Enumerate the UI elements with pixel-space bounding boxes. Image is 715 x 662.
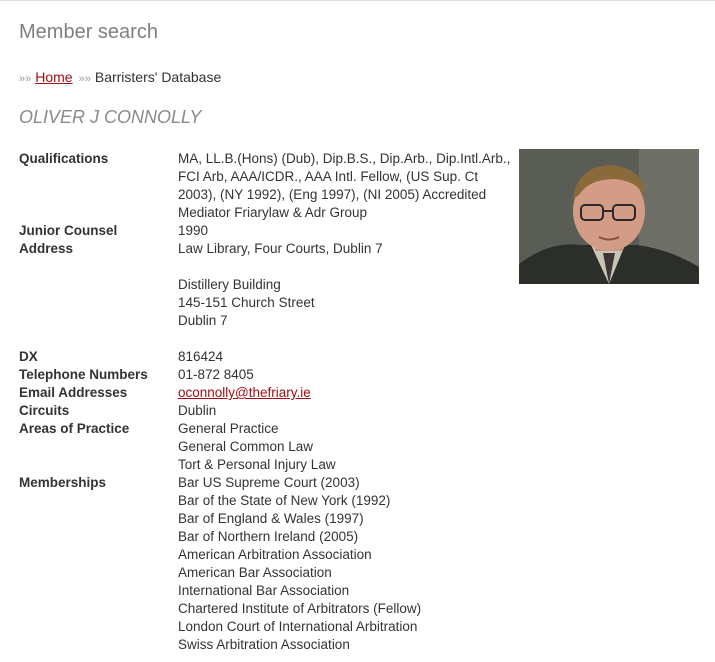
membership-item: Chartered Institute of Arbitrators (Fellow)	[178, 601, 422, 616]
membership-item: Swiss Arbitration Association	[178, 637, 350, 652]
qualifications-line: 2003), (NY 1992), (Eng 1997), (NI 2005) Accredited	[178, 187, 487, 202]
memberships-value	[178, 474, 513, 654]
telephone-value: 01-872 8405	[178, 367, 254, 382]
junior-counsel-row	[19, 222, 513, 240]
dx-label: DX	[19, 349, 38, 364]
member-name: OLIVER J CONNOLLY	[19, 107, 202, 127]
address-value	[178, 240, 513, 348]
email-link[interactable]: oconnolly@thefriary.ie	[178, 385, 311, 400]
address-line: Dublin 7	[178, 313, 228, 328]
area-item: General Practice	[178, 421, 279, 436]
member-details-table	[19, 150, 513, 654]
breadcrumb-home-link[interactable]: Home	[35, 69, 73, 85]
telephone-label: Telephone Numbers	[19, 367, 148, 382]
membership-item: Bar of Northern Ireland (2005)	[178, 529, 359, 544]
qualifications-label: Qualifications	[19, 151, 109, 166]
qualifications-line: MA, LL.B.(Hons) (Dub), Dip.B.S., Dip.Arb., Dip.Intl.Arb.,	[178, 151, 511, 166]
memberships-label: Memberships	[19, 475, 107, 490]
memberships-row	[19, 474, 513, 654]
circuits-value: Dublin	[178, 403, 217, 418]
dx-value: 816424	[178, 349, 224, 364]
email-label: Email Addresses	[19, 385, 128, 400]
address-row	[19, 240, 513, 348]
membership-item: London Court of International Arbitration	[178, 619, 418, 634]
area-item: Tort & Personal Injury Law	[178, 457, 336, 472]
page-title: Member search	[19, 21, 158, 43]
address-label: Address	[19, 241, 74, 256]
breadcrumb	[19, 69, 221, 85]
areas-row	[19, 420, 513, 474]
email-row	[19, 384, 513, 402]
membership-item: American Bar Association	[178, 565, 332, 580]
area-item: General Common Law	[178, 439, 314, 454]
member-photo	[519, 149, 699, 284]
membership-item: International Bar Association	[178, 583, 350, 598]
breadcrumb-separator-icon: »»	[78, 73, 91, 85]
address-line: Distillery Building	[178, 277, 281, 292]
qualifications-value	[178, 150, 513, 222]
email-value	[178, 384, 513, 402]
dx-row	[19, 348, 513, 366]
membership-item: Bar US Supreme Court (2003)	[178, 475, 360, 490]
qualifications-line: Mediator Friarylaw & Adr Group	[178, 205, 368, 220]
telephone-row	[19, 366, 513, 384]
membership-item: Bar of England & Wales (1997)	[178, 511, 364, 526]
address-line: 145-151 Church Street	[178, 295, 315, 310]
membership-item: American Arbitration Association	[178, 547, 372, 562]
address-line: Law Library, Four Courts, Dublin 7	[178, 241, 383, 256]
circuits-label: Circuits	[19, 403, 70, 418]
membership-item: Bar of the State of New York (1992)	[178, 493, 391, 508]
areas-label: Areas of Practice	[19, 421, 130, 436]
junior-counsel-value: 1990	[178, 223, 209, 238]
areas-value	[178, 420, 513, 474]
person-portrait-photo-icon	[519, 149, 699, 284]
breadcrumb-separator-icon: »»	[19, 73, 32, 85]
circuits-row	[19, 402, 513, 420]
junior-counsel-label: Junior Counsel	[19, 223, 118, 238]
qualifications-line: FCI Arb, AAA/ICDR., AAA Intl. Fellow, (US Sup. Ct	[178, 169, 479, 184]
qualifications-row	[19, 150, 513, 222]
breadcrumb-current: Barristers' Database	[94, 69, 222, 85]
